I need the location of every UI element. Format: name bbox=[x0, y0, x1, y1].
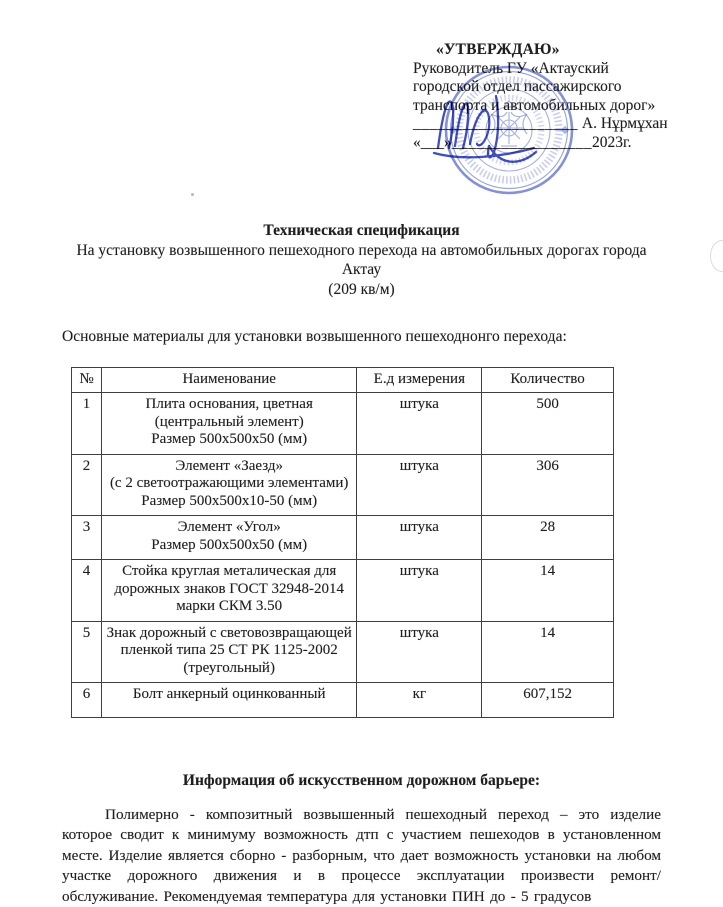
table-row bbox=[72, 560, 614, 622]
intro-line: Основные материалы для установки возвышенного пешеходнонго перехода: bbox=[62, 328, 661, 346]
signature-blank-line: ____________________ bbox=[413, 115, 578, 132]
cell-qty: 28 bbox=[482, 516, 614, 560]
header-name: Наименование bbox=[101, 368, 356, 393]
approval-block bbox=[413, 41, 713, 153]
cell-name bbox=[101, 516, 356, 560]
table-row bbox=[72, 393, 614, 455]
cell-name-line: пленкой типа 25 СТ РК 1125-2002 bbox=[105, 642, 353, 660]
approval-org-line: Руководитель ГУ «Актауский bbox=[413, 60, 713, 79]
table-row bbox=[72, 683, 614, 718]
table-row bbox=[72, 516, 614, 560]
info-heading: Информация об искусственном дорожном барьере: bbox=[62, 772, 661, 790]
date-row bbox=[413, 134, 713, 153]
cell-name bbox=[101, 683, 356, 718]
cell-qty: 14 bbox=[482, 621, 614, 683]
cell-name-line: Болт анкерный оцинкованный bbox=[105, 686, 353, 704]
materials-table-body bbox=[72, 393, 614, 718]
cell-num: 6 bbox=[72, 683, 102, 718]
cell-name bbox=[101, 454, 356, 516]
document-subtitle: На установку возвышенного пешеходного перехода на автомобильных дорогах города Актау bbox=[62, 241, 661, 280]
title-block bbox=[62, 221, 661, 299]
table-header-row bbox=[72, 368, 614, 393]
cell-name-line: Знак дорожный с световозвращающей bbox=[105, 625, 353, 643]
cell-num: 5 bbox=[72, 621, 102, 683]
cell-unit: штука bbox=[357, 621, 482, 683]
cell-unit: штука bbox=[357, 516, 482, 560]
cell-name-line: марки СКМ 3.50 bbox=[105, 598, 353, 616]
cell-unit: кг bbox=[357, 683, 482, 718]
cell-num: 1 bbox=[72, 393, 102, 455]
approval-org-line: городской отдел пассажирского bbox=[413, 78, 713, 97]
cell-qty: 500 bbox=[482, 393, 614, 455]
cell-name-line: Элемент «Угол» bbox=[105, 519, 353, 537]
cell-qty: 14 bbox=[482, 560, 614, 622]
header-qty: Количество bbox=[482, 368, 614, 393]
date-prefix: «___» bbox=[413, 134, 452, 151]
cell-num: 2 bbox=[72, 454, 102, 516]
cell-num: 3 bbox=[72, 516, 102, 560]
document-subtitle-area: (209 кв/м) bbox=[62, 280, 661, 300]
cell-name-line: Элемент «Заезд» bbox=[105, 458, 353, 476]
header-unit: Е.д измерения bbox=[357, 368, 482, 393]
cell-name-line: Плита основания, цветная bbox=[105, 396, 353, 414]
cell-name-line: Стойка круглая металическая для bbox=[105, 563, 353, 581]
cell-name-line: дорожных знаков ГОСТ 32948-2014 bbox=[105, 581, 353, 599]
cell-unit: штука bbox=[357, 560, 482, 622]
materials-table bbox=[71, 367, 614, 718]
info-paragraph: Полимерно - композитный возвышенный пешеходный переход – это изделие которое сводит к минимуму возможность дтп с участием пешеходов в установленном месте. Изделие является сборно - разборным, что дает возможность установки на любом участке дорожного движения и в процессе эксплуатации произвести ремонт/обслуживание. Рекомендуемая температура для установки ПИН до - 5 градусов bbox=[62, 805, 661, 907]
date-blank-line: _________________ bbox=[452, 134, 592, 151]
approval-org-line: транспорта и автомобильных дорог» bbox=[413, 97, 713, 116]
signatory-name: А. Нұрмұхан bbox=[578, 115, 668, 132]
cell-name-line: Размер 500х500х10-50 (мм) bbox=[105, 493, 353, 511]
cell-qty: 607,152 bbox=[482, 683, 614, 718]
cell-name bbox=[101, 393, 356, 455]
document-title: Техническая спецификация bbox=[62, 221, 661, 241]
cell-name bbox=[101, 621, 356, 683]
cell-name-line: (с 2 светоотражающими элементами) bbox=[105, 475, 353, 493]
cell-unit: штука bbox=[357, 393, 482, 455]
cell-name-line: Размер 500х500х50 (мм) bbox=[105, 537, 353, 555]
cell-qty: 306 bbox=[482, 454, 614, 516]
approval-heading: «УТВЕРЖДАЮ» bbox=[436, 41, 713, 60]
table-row bbox=[72, 454, 614, 516]
cell-num: 4 bbox=[72, 560, 102, 622]
signature-row bbox=[413, 115, 713, 134]
cell-name bbox=[101, 560, 356, 622]
cell-name-line: (треугольный) bbox=[105, 660, 353, 678]
cell-name-line: Размер 500х500х50 (мм) bbox=[105, 431, 353, 449]
header-num: № bbox=[72, 368, 102, 393]
date-year: 2023г. bbox=[592, 134, 631, 151]
table-row bbox=[72, 621, 614, 683]
cell-name-line: (центральный элемент) bbox=[105, 414, 353, 432]
cell-unit: штука bbox=[357, 454, 482, 516]
